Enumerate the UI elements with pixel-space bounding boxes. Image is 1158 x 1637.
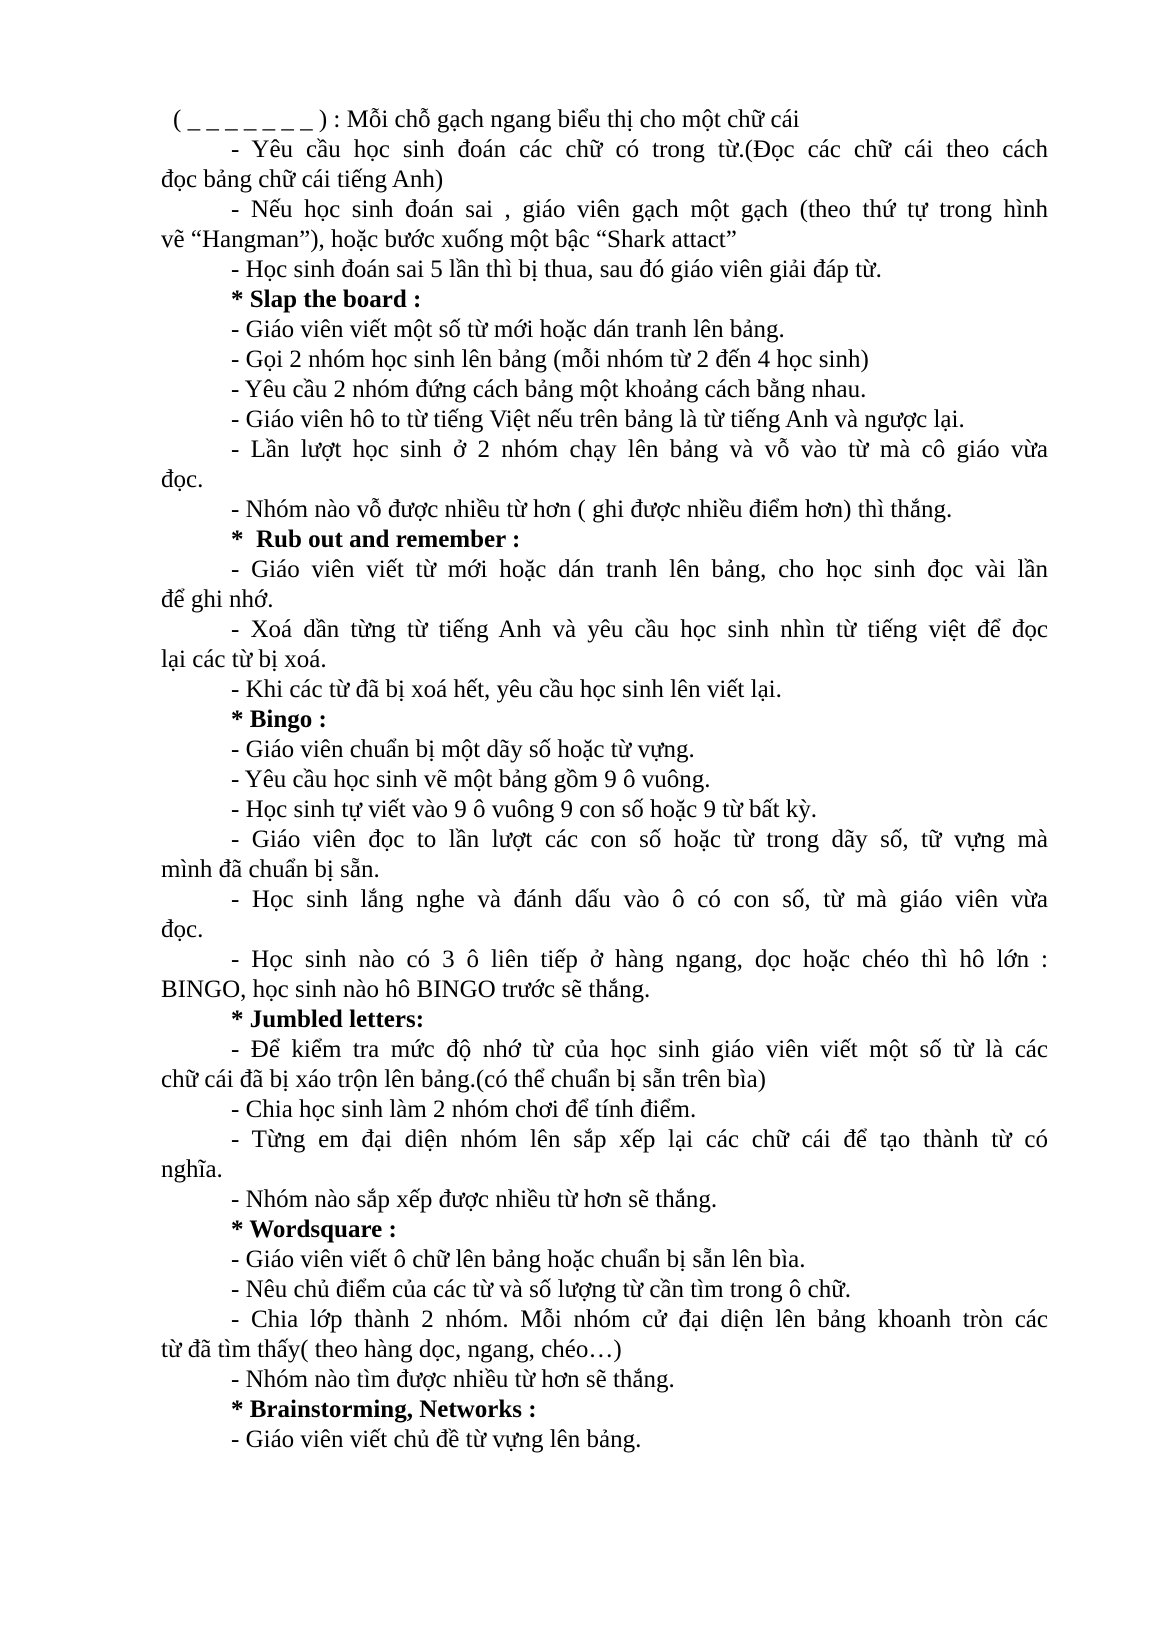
- text-line: - Nếu học sinh đoán sai , giáo viên gạch một gạch (theo thứ tự trong hình: [231, 196, 1048, 223]
- text-line: - Nhóm nào tìm được nhiều từ hơn sẽ thắng.: [231, 1366, 675, 1393]
- text-line: để ghi nhớ.: [161, 586, 274, 613]
- text-line: - Giáo viên chuẩn bị một dãy số hoặc từ vựng.: [231, 736, 695, 763]
- heading-rub-out-and-remember: * Rub out and remember :: [231, 526, 521, 553]
- heading-slap-the-board: * Slap the board :: [231, 286, 422, 313]
- text-line: - Giáo viên viết chủ đề từ vựng lên bảng.: [231, 1426, 642, 1453]
- text-line: - Để kiểm tra mức độ nhớ từ của học sinh giáo viên viết một số từ là các: [231, 1036, 1048, 1063]
- text-line: - Chia học sinh làm 2 nhóm chơi để tính điểm.: [231, 1096, 697, 1123]
- text-line: - Học sinh nào có 3 ô liên tiếp ở hàng ngang, dọc hoặc chéo thì hô lớn :: [231, 946, 1048, 973]
- text-line: vẽ “Hangman”), hoặc bước xuống một bậc “Shark attact”: [161, 226, 737, 253]
- text-line: - Yêu cầu học sinh đoán các chữ có trong từ.(Đọc các chữ cái theo cách: [231, 136, 1048, 163]
- text-line: - Nêu chủ điểm của các từ và số lượng từ cần tìm trong ô chữ.: [231, 1276, 852, 1303]
- text-line: nghĩa.: [161, 1156, 223, 1183]
- text-line: - Giáo viên viết một số từ mới hoặc dán tranh lên bảng.: [231, 316, 785, 343]
- text-line: - Yêu cầu 2 nhóm đứng cách bảng một khoảng cách bằng nhau.: [231, 376, 867, 403]
- text-line: - Nhóm nào sắp xếp được nhiều từ hơn sẽ thắng.: [231, 1186, 718, 1213]
- text-line: từ đã tìm thấy( theo hàng dọc, ngang, chéo…): [161, 1336, 622, 1363]
- text-line: - Lần lượt học sinh ở 2 nhóm chạy lên bảng và vỗ vào từ mà cô giáo vừa: [231, 436, 1048, 463]
- text-line: - Giáo viên hô to từ tiếng Việt nếu trên bảng là từ tiếng Anh và ngược lại.: [231, 406, 965, 433]
- text-line: - Học sinh đoán sai 5 lần thì bị thua, sau đó giáo viên giải đáp từ.: [231, 256, 882, 283]
- heading-jumbled-letters: * Jumbled letters:: [231, 1006, 425, 1033]
- text-line: - Học sinh tự viết vào 9 ô vuông 9 con số hoặc 9 từ bất kỳ.: [231, 796, 818, 823]
- text-line: đọc.: [161, 916, 204, 943]
- text-line: - Học sinh lắng nghe và đánh dấu vào ô có con số, từ mà giáo viên vừa: [231, 886, 1048, 913]
- heading-wordsquare: * Wordsquare :: [231, 1216, 397, 1243]
- text-line: chữ cái đã bị xáo trộn lên bảng.(có thể chuẩn bị sẵn trên bìa): [161, 1066, 766, 1093]
- heading-brainstorming-networks: * Brainstorming, Networks :: [231, 1396, 537, 1423]
- text-line: - Yêu cầu học sinh vẽ một bảng gồm 9 ô vuông.: [231, 766, 711, 793]
- text-line: lại các từ bị xoá.: [161, 646, 327, 673]
- text-line: - Giáo viên viết từ mới hoặc dán tranh lên bảng, cho học sinh đọc vài lần: [231, 556, 1048, 583]
- heading-bingo: * Bingo :: [231, 706, 327, 733]
- text-line: - Gọi 2 nhóm học sinh lên bảng (mỗi nhóm từ 2 đến 4 học sinh): [231, 346, 869, 373]
- text-line: - Từng em đại diện nhóm lên sắp xếp lại các chữ cái để tạo thành từ có: [231, 1126, 1048, 1153]
- text-line: đọc bảng chữ cái tiếng Anh): [161, 166, 444, 193]
- text-line: - Xoá dần từng từ tiếng Anh và yêu cầu học sinh nhìn từ tiếng việt để đọc: [231, 616, 1048, 643]
- text-line: - Giáo viên đọc to lần lượt các con số hoặc từ trong dãy số, tữ vựng mà: [231, 826, 1048, 853]
- text-line: BINGO, học sinh nào hô BINGO trước sẽ thắng.: [161, 976, 651, 1003]
- text-line: - Chia lớp thành 2 nhóm. Mỗi nhóm cử đại diện lên bảng khoanh tròn các: [231, 1306, 1048, 1333]
- placeholder-explanation: ( _ _ _ _ _ _ _ ) : Mỗi chỗ gạch ngang biểu thị cho một chữ cái: [173, 106, 800, 133]
- text-line: đọc.: [161, 466, 204, 493]
- text-line: - Nhóm nào vỗ được nhiều từ hơn ( ghi được nhiều điểm hơn) thì thắng.: [231, 496, 953, 523]
- text-line: mình đã chuẩn bị sẵn.: [161, 856, 380, 883]
- text-line: - Giáo viên viết ô chữ lên bảng hoặc chuẩn bị sẵn lên bìa.: [231, 1246, 806, 1273]
- text-line: - Khi các từ đã bị xoá hết, yêu cầu học sinh lên viết lại.: [231, 676, 782, 703]
